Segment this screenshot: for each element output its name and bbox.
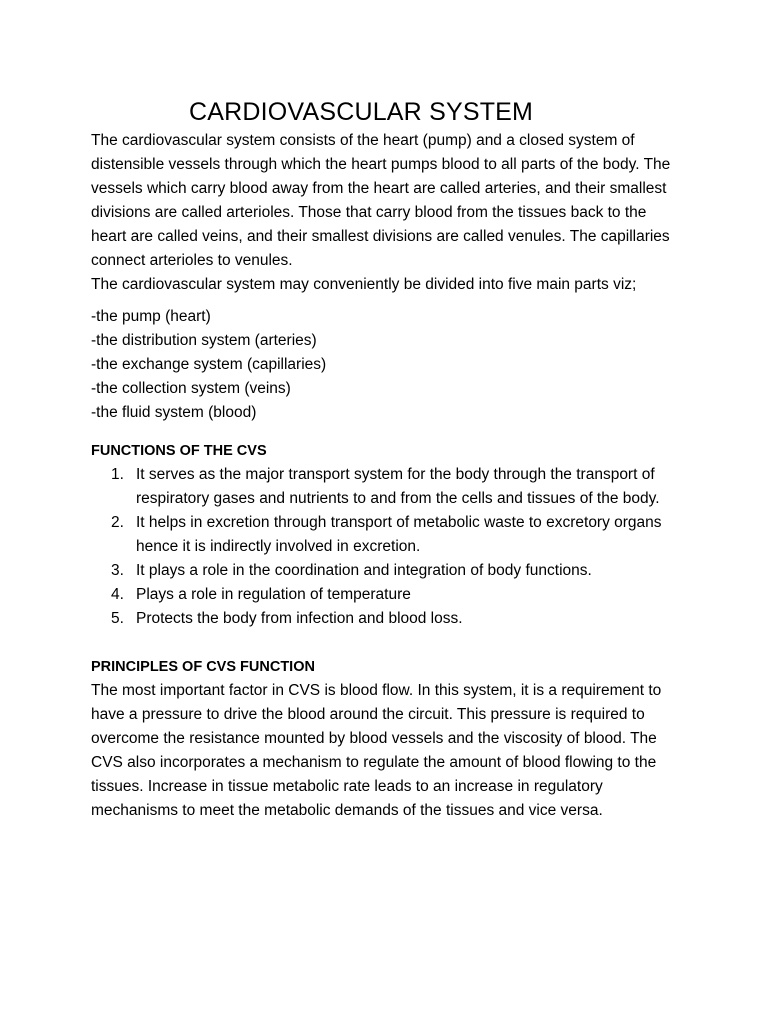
list-item-text: Plays a role in regulation of temperature	[136, 586, 411, 603]
parts-intro-paragraph: The cardiovascular system may conveniently be divided into five main parts viz;	[91, 276, 637, 293]
list-number: 3.	[111, 562, 124, 579]
document-content	[91, 97, 681, 823]
list-item: -the pump (heart)	[91, 308, 211, 325]
list-number: 2.	[111, 514, 124, 531]
list-item	[91, 607, 681, 631]
list-item-text: It plays a role in the coordination and integration of body functions.	[136, 562, 592, 579]
list-item: -the fluid system (blood)	[91, 404, 257, 421]
principles-paragraph: The most important factor in CVS is blood flow. In this system, it is a requirement to have a pressure to drive the blood around the circuit. This pressure is required to overcome the resistance mounted by blood vessels and the viscosity of blood. The CVS also incorporates a mechanism to regulate the amount of blood flowing to the tissues. Increase in tissue metabolic rate leads to an increase in regulatory mechanisms to meet the metabolic demands of the tissues and vice versa.	[91, 682, 662, 819]
list-item: -the distribution system (arteries)	[91, 332, 317, 349]
list-item	[91, 583, 681, 607]
list-item: -the exchange system (capillaries)	[91, 356, 327, 373]
list-item	[91, 511, 681, 559]
list-item-text: It serves as the major transport system for the body through the transport of respiratory gases and nutrients to and from the cells and tissues of the body.	[136, 466, 660, 507]
functions-list	[91, 463, 681, 631]
list-item	[91, 463, 681, 511]
list-number: 4.	[111, 586, 124, 603]
list-item: -the collection system (veins)	[91, 380, 291, 397]
document-title: CARDIOVASCULAR SYSTEM	[189, 98, 534, 126]
principles-heading: PRINCIPLES OF CVS FUNCTION	[91, 659, 315, 675]
list-number: 1.	[111, 466, 124, 483]
functions-heading: FUNCTIONS OF THE CVS	[91, 443, 267, 459]
list-item-text: Protects the body from infection and blood loss.	[136, 610, 463, 627]
list-item-text: It helps in excretion through transport of metabolic waste to excretory organs hence it is indirectly involved in excretion.	[136, 514, 662, 555]
cvs-parts-list	[91, 305, 681, 425]
list-item	[91, 559, 681, 583]
list-number: 5.	[111, 610, 124, 627]
intro-paragraph: The cardiovascular system consists of the heart (pump) and a closed system of distensible vessels through which the heart pumps blood to all parts of the body. The vessels which carry blood away from the heart are called arteries, and their smallest divisions are called arterioles. Those that carry blood from the tissues back to the heart are called veins, and their smallest divisions are called venules. The capillaries connect arterioles to venules.	[91, 132, 671, 269]
